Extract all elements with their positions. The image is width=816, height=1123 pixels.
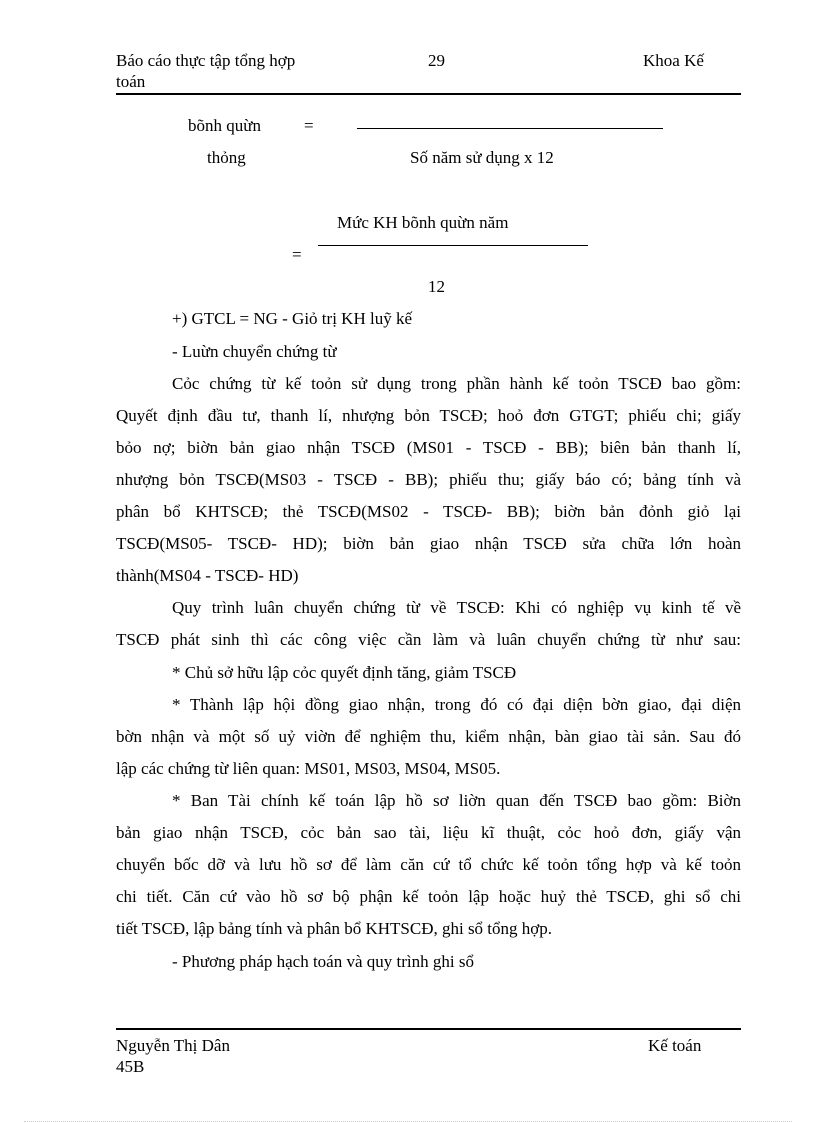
body-line: * Thành lập hội đồng giao nhận, trong đó có đại diện bờn giao, đại diện bbox=[172, 695, 741, 714]
formula2-fraction-bar bbox=[318, 245, 588, 246]
body-line: lập các chứng từ liên quan: MS01, MS03, MS04, MS05. bbox=[116, 759, 501, 778]
body-line: Quyết định đầu tư, thanh lí, nhượng bỏn TSCĐ; hoỏ đơn GTGT; phiếu chi; giấy bbox=[116, 406, 741, 425]
formula1-label-line2: thỏng bbox=[207, 148, 246, 167]
body-line: Quy trình luân chuyển chứng từ về TSCĐ: Khi có nghiệp vụ kinh tế về bbox=[172, 598, 741, 617]
formula2-denominator: 12 bbox=[428, 277, 445, 296]
header-rule bbox=[116, 93, 741, 95]
body-line: bản giao nhận TSCĐ, cỏc bản sao tài, liệu kĩ thuật, cỏc hoỏ đơn, giấy vận bbox=[116, 823, 741, 842]
body-line: phân bổ KHTSCĐ; thẻ TSCĐ(MS02 - TSCĐ- BB); biờn bản đỏnh giỏ lại bbox=[116, 502, 741, 521]
formula2-equals: = bbox=[292, 245, 302, 264]
footer-class: 45B bbox=[116, 1057, 145, 1076]
body-line: Cỏc chứng từ kế toỏn sử dụng trong phần hành kế toỏn TSCĐ bao gồm: bbox=[172, 374, 741, 393]
body-line: * Ban Tài chính kế toán lập hồ sơ liờn quan đến TSCĐ bao gồm: Biờn bbox=[172, 791, 741, 810]
body-line: thành(MS04 - TSCĐ- HD) bbox=[116, 566, 299, 585]
header-left-line1: Báo cáo thực tập tổng hợp bbox=[116, 51, 296, 70]
body-line: TSCĐ(MS05- TSCĐ- HD); biờn bản giao nhận TSCĐ sửa chữa lớn hoàn bbox=[116, 534, 741, 553]
page-number: 29 bbox=[428, 51, 445, 70]
page-edge-divider bbox=[24, 1121, 792, 1122]
footer-right: Kế toán bbox=[648, 1036, 702, 1055]
formula1-label-line1: bõnh quừn bbox=[188, 116, 261, 135]
body-line: nhượng bỏn TSCĐ(MS03 - TSCĐ - BB); phiếu thu; giấy báo có; bảng tính và bbox=[116, 470, 741, 489]
header-left-line2: toán bbox=[116, 72, 146, 91]
formula1-denominator: Số năm sử dụng x 12 bbox=[410, 148, 554, 167]
footer-rule bbox=[116, 1028, 741, 1030]
formula1-fraction-bar bbox=[357, 128, 663, 129]
body-line: - Luừn chuyển chứng từ bbox=[172, 342, 337, 361]
body-line: bờn nhận và một số uỷ viờn để nghiệm thu, kiểm nhận, bàn giao tài sản. Sau đó bbox=[116, 727, 741, 746]
body-line: TSCĐ phát sinh thì các công việc cần làm và luân chuyển chứng từ như sau: bbox=[116, 630, 741, 649]
body-line: chuyển bốc dỡ và lưu hồ sơ để làm căn cứ tổ chức kế toỏn tổng hợp và kế toỏn bbox=[116, 855, 741, 874]
body-line: bỏo nợ; biờn bản giao nhận TSCĐ (MS01 - TSCĐ - BB); biên bản thanh lí, bbox=[116, 438, 741, 457]
body-line: - Phương pháp hạch toán và quy trình ghi sổ bbox=[172, 952, 474, 971]
formula2-numerator: Mức KH bõnh quừn năm bbox=[337, 213, 509, 232]
formula1-equals: = bbox=[304, 116, 314, 135]
footer-author: Nguyễn Thị Dân bbox=[116, 1036, 230, 1055]
body-line: * Chủ sở hữu lập cỏc quyết định tăng, giảm TSCĐ bbox=[172, 663, 517, 682]
body-line: tiết TSCĐ, lập bảng tính và phân bổ KHTSCĐ, ghi sổ tổng hợp. bbox=[116, 919, 553, 938]
body-line: chi tiết. Căn cứ vào hồ sơ bộ phận kế toỏn lập hoặc huỷ thẻ TSCĐ, ghi sổ chi bbox=[116, 887, 741, 906]
header-right: Khoa Kế bbox=[643, 51, 704, 70]
body-line: +) GTCL = NG - Giỏ trị KH luỹ kế bbox=[172, 309, 412, 328]
